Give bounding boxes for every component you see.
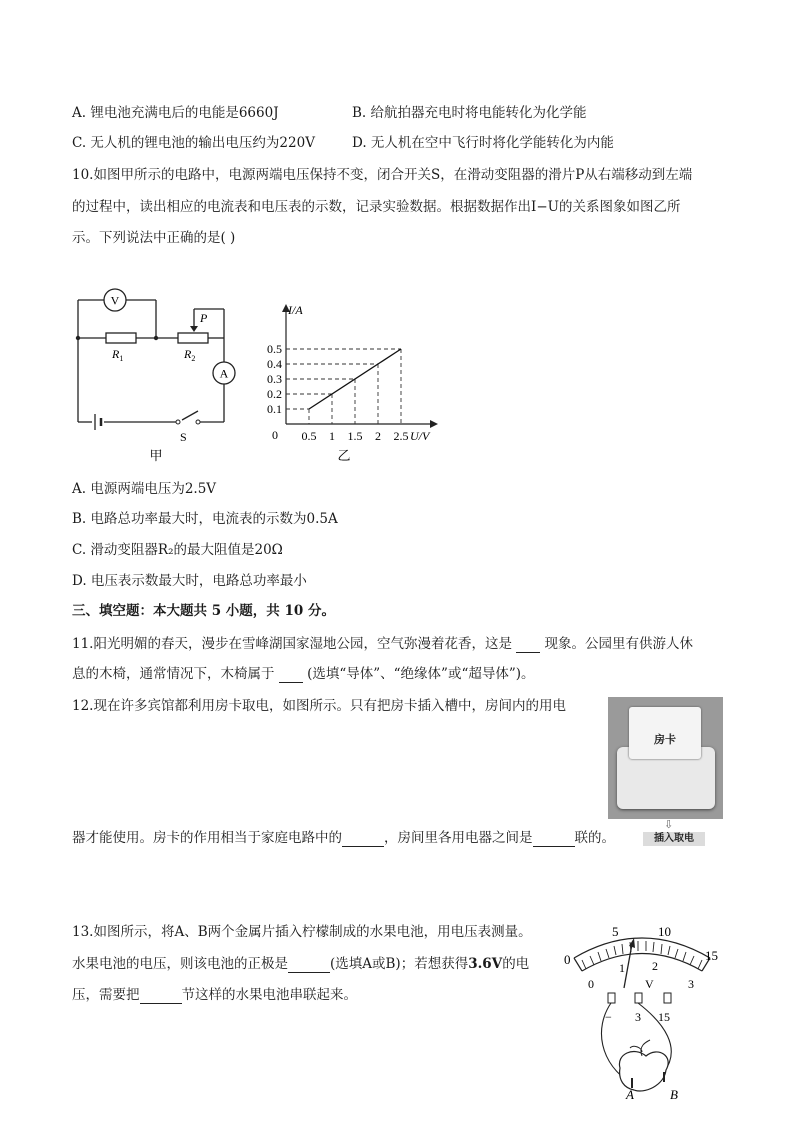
inner-scale-1: 1 <box>619 961 625 975</box>
x-tick-label-2: 1.5 <box>347 429 363 443</box>
chart-caption: 乙 <box>337 448 351 463</box>
q12-line-2-mid: ，房间里各用电器之间是 <box>384 830 533 846</box>
q11-line-1-end: 现象。公园里有供游人休 <box>540 636 694 652</box>
svg-text:R2 <box>183 347 195 363</box>
q13-line-3 <box>72 986 357 1004</box>
q13-line-3-start: 压，需要把 <box>72 987 140 1003</box>
q11-line-2-start: 息的木椅，通常情况下，木椅属于 <box>72 666 279 682</box>
q11-line-1-start: 11.阳光明媚的春天，漫步在雪峰湖国家湿地公园，空气弥漫着花香，这是 <box>72 636 517 652</box>
q11-blank-1[interactable] <box>516 638 540 653</box>
plate-a-label: A <box>626 1087 634 1100</box>
insert-arrow-icon: ⇩ <box>664 818 674 831</box>
inner-scale-0: 0 <box>588 977 594 991</box>
q11-line-2-end: (选填“导体”、“绝缘体”或“超导体”)。 <box>302 666 535 682</box>
r2-label: R <box>184 347 192 361</box>
q13-line-2-end: 的电 <box>502 956 530 972</box>
inner-scale-2: 2 <box>652 959 658 973</box>
card-slot-label: 插入取电 <box>643 832 705 846</box>
x-tick-label-0: 0.5 <box>301 429 317 443</box>
x-tick-label-1: 1 <box>329 429 335 443</box>
outer-scale-15: 15 <box>705 948 718 963</box>
plate-b-label: B <box>670 1087 678 1100</box>
q13-line-2 <box>72 955 529 973</box>
r1-label: R <box>112 347 120 361</box>
section-3-heading: 三、填空题：本大题共 5 小题，共 10 分。 <box>72 603 335 619</box>
q13-blank-2[interactable] <box>140 989 182 1004</box>
chart-origin-label: 0 <box>272 428 278 442</box>
q10-line-1: 10.如图甲所示的电路中，电源两端电压保持不变，闭合开关S，在滑动变阻器的滑片P从右端移动到左端 <box>72 167 693 183</box>
circuit-caption: 甲 <box>149 448 163 463</box>
y-axis-label: I/A <box>288 303 303 317</box>
room-card-photo <box>608 697 723 844</box>
y-tick-label-4: 0.5 <box>267 342 282 356</box>
outer-scale-10: 10 <box>658 924 671 939</box>
q12-blank-1[interactable] <box>342 832 384 847</box>
q9-option-c: C. 无人机的锂电池的输出电压约为220V <box>72 135 315 151</box>
svg-text:R1 <box>111 347 123 363</box>
q9-option-b: B. 给航拍器充电时将电能转化为化学能 <box>352 105 587 121</box>
switch-label: S <box>180 430 187 444</box>
terminal-3: 3 <box>635 1010 641 1024</box>
terminal-15: 15 <box>658 1010 670 1024</box>
q10-line-2: 的过程中，读出相应的电流表和电压表的示数，记录实验数据。根据数据作出I−U的关系图象如图乙所 <box>72 199 681 215</box>
terminal-negative: − <box>605 1010 612 1024</box>
q13-line-2-start: 水果电池的电压，则该电池的正极是 <box>72 956 288 972</box>
meter-unit: V <box>645 977 654 991</box>
q13-blank-1[interactable] <box>288 958 330 973</box>
slider-label: P <box>200 311 208 325</box>
y-tick-label-2: 0.3 <box>267 372 282 386</box>
q12-line-1: 12.现在许多宾馆都利用房卡取电，如图所示。只有把房卡插入槽中，房间内的用电 <box>72 698 566 714</box>
q13-line-1: 13.如图所示，将A、B两个金属片插入柠檬制成的水果电池，用电压表测量。 <box>72 924 532 940</box>
q10-option-b: B. 电路总功率最大时，电流表的示数为0.5A <box>72 511 338 527</box>
r1-subscript: 1 <box>119 354 124 363</box>
outer-scale-0: 0 <box>564 952 571 967</box>
q13-target-voltage: 3.6V <box>468 956 503 972</box>
q9-option-d: D. 无人机在空中飞行时将化学能转化为内能 <box>352 135 614 151</box>
q10-option-a: A. 电源两端电压为2.5V <box>72 481 217 497</box>
x-axis-label: U/V <box>410 429 430 443</box>
x-tick-label-3: 2 <box>375 429 381 443</box>
room-card-label: 房卡 <box>654 733 676 746</box>
q10-line-3: 示。下列说法中正确的是( ) <box>72 230 236 246</box>
y-tick-label-1: 0.2 <box>267 387 282 401</box>
q11-line-2 <box>72 665 535 683</box>
y-tick-label-3: 0.4 <box>267 357 282 371</box>
inner-scale-3: 3 <box>688 977 694 991</box>
q11-line-1 <box>72 635 693 653</box>
q13-line-2-mid: (选填A或B)；若想获得 <box>330 956 469 972</box>
iu-graph <box>252 298 448 468</box>
q10-option-c: C. 滑动变阻器R₂的最大阻值是20Ω <box>72 542 283 558</box>
r2-subscript: 2 <box>191 354 196 363</box>
ammeter-symbol: A <box>219 366 229 381</box>
q9-option-a: A. 锂电池充满电后的电能是6660J <box>72 105 279 121</box>
circuit-diagram <box>70 288 250 468</box>
outer-scale-5: 5 <box>612 924 619 939</box>
fruit-battery-voltmeter-figure <box>554 918 730 1100</box>
q12-blank-2[interactable] <box>533 832 575 847</box>
x-tick-label-4: 2.5 <box>393 429 409 443</box>
voltmeter-symbol: V <box>110 293 120 308</box>
q12-line-2-end: 联的。 <box>574 830 615 846</box>
q10-option-d: D. 电压表示数最大时，电路总功率最小 <box>72 573 307 589</box>
q12-line-2-start: 器才能使用。房卡的作用相当于家庭电路中的 <box>72 830 342 846</box>
y-tick-label-0: 0.1 <box>267 402 282 416</box>
q12-line-2 <box>72 829 615 847</box>
q11-blank-2[interactable] <box>279 668 303 683</box>
room-card <box>629 707 701 759</box>
q13-line-3-end: 节这样的水果电池串联起来。 <box>181 987 357 1003</box>
